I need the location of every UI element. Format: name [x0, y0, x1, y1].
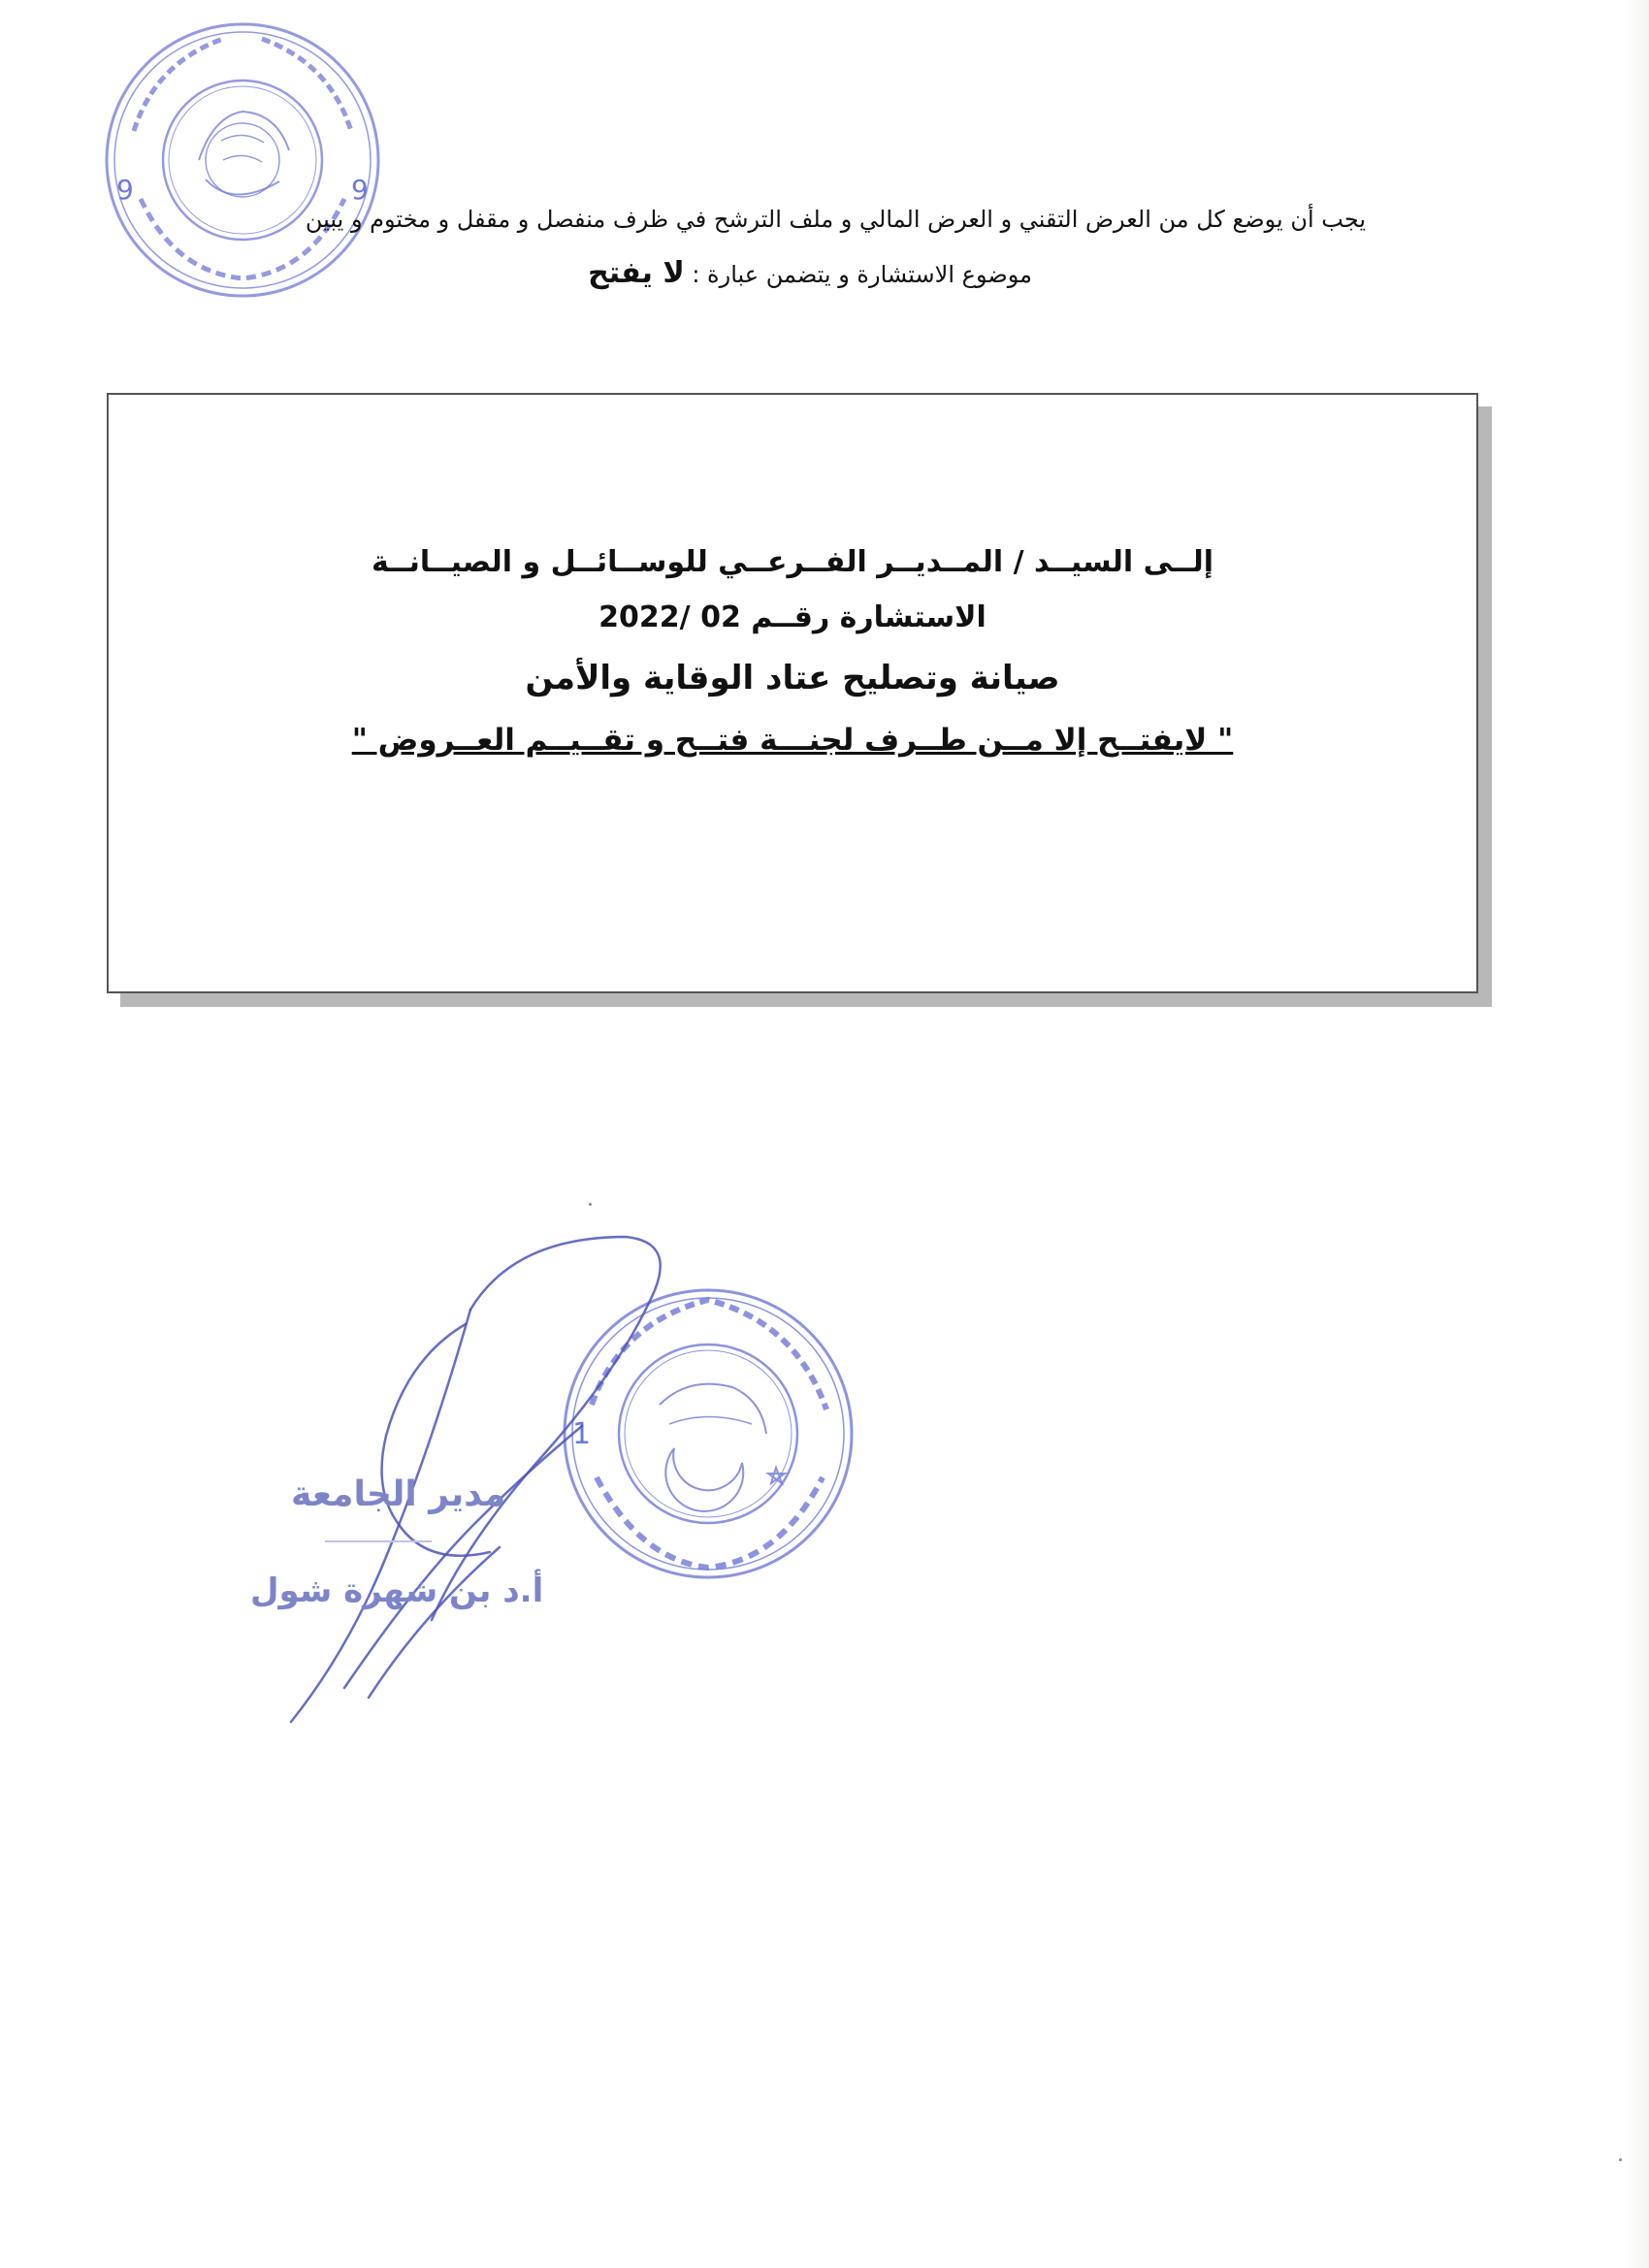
signatory-rule	[325, 1540, 432, 1542]
consultation-number: الاستشارة رقــم 02 /2022	[598, 600, 986, 634]
svg-text:9: 9	[116, 174, 134, 206]
scan-edge	[1622, 0, 1649, 2268]
signatory-name: أ.د بن شهرة شول	[250, 1571, 544, 1610]
svg-text:1: 1	[572, 1417, 592, 1451]
instruction-line-1: يجب أن يوضع كل من العرض التقني و العرض المالي و ملف الترشح في ظرف منفصل و مقفل و مختوم و يبين	[305, 206, 1366, 233]
scan-speck	[589, 1203, 592, 1206]
instruction-line-2-prefix: موضوع الاستشارة و يتضمن عبارة :	[692, 261, 1032, 288]
consultation-subject: صيانة وتصليح عتاد الوقاية والأمن	[525, 659, 1060, 697]
envelope-label-box	[107, 393, 1478, 993]
svg-text:9: 9	[351, 174, 369, 206]
do-not-open-notice: " لايفتــح إلا مــن طــرف لجنـــة فتــح و تقــيــم العــروض "	[351, 723, 1234, 758]
instruction-do-not-open: لا يفتح	[588, 256, 685, 290]
scan-speck	[1619, 2158, 1622, 2161]
instruction-line-2	[0, 256, 1032, 290]
addressee-line: إلــى السيــد / المــديــر الفــرعــي للوســائــل و الصيــانــة	[371, 545, 1214, 579]
signatory-title: مدير الجامعة	[291, 1474, 506, 1514]
